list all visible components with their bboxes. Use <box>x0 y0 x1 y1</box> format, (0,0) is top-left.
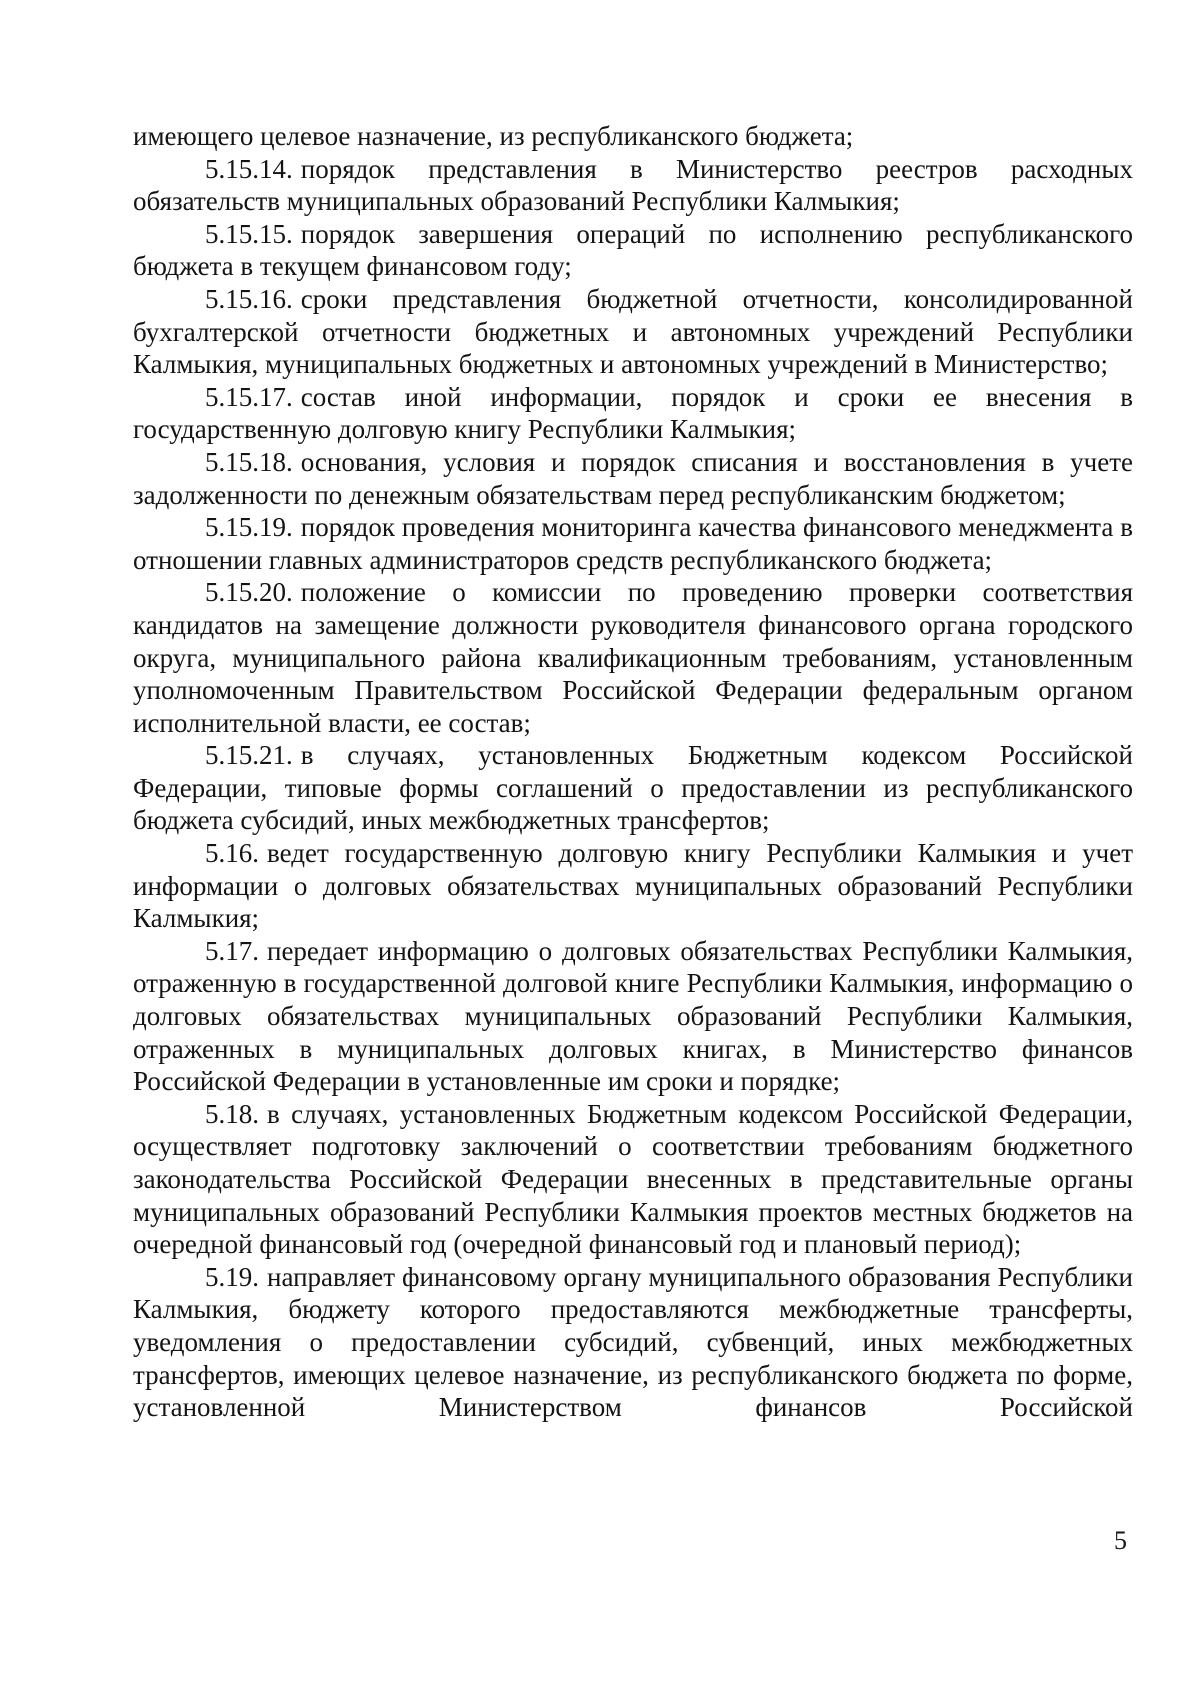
clause-number: 5.18. <box>205 1098 259 1129</box>
paragraph <box>133 446 1133 511</box>
clause-number: 5.15.16. <box>205 283 293 314</box>
clause-number: 5.15.20. <box>205 577 293 608</box>
clause-number: 5.15.19. <box>205 512 293 543</box>
document-body <box>133 120 1133 1424</box>
paragraph <box>133 1098 1133 1261</box>
clause-text: порядок завершения операций по исполнению республиканского бюджета в текущем финансовом году; <box>133 218 1133 282</box>
paragraph <box>133 935 1133 1098</box>
clause-text: передает информацию о долговых обязательствах Республики Калмыкия, отраженную в государственной долговой книге Республики Калмыкия, информацию о долговых обязательствах муниципальных образований Республики Калмыкия, отраженных в муниципальных долговых книгах, в Министерство финансов Российской Федерации в установленные им сроки и порядке; <box>133 935 1133 1097</box>
clause-text: сроки представления бюджетной отчетности, консолидированной бухгалтерской отчетности бюджетных и автономных учреждений Республики Калмыкия, муниципальных бюджетных и автономных учреждений в Министерство; <box>133 283 1133 380</box>
paragraph <box>133 153 1133 218</box>
clause-text: положение о комиссии по проведению проверки соответствия кандидатов на замещение должности руководителя финансового органа городского округа, муниципального района квалификационным требованиям, установленным уполномоченным Правительством Российской Федерации федеральным органом исполнительной власти, ее состав; <box>133 577 1133 738</box>
clause-text: порядок проведения мониторинга качества финансового менеджмента в отношении главных администраторов средств республиканского бюджета; <box>133 512 1133 575</box>
clause-number: 5.15.21. <box>205 740 293 771</box>
clause-number: 5.15.17. <box>205 381 293 412</box>
paragraph <box>133 511 1133 576</box>
clause-number: 5.17. <box>205 935 259 966</box>
clause-text: ведет государственную долговую книгу Республики Калмыкия и учет информации о долговых обязательствах муниципальных образований Республики Калмыкия; <box>133 838 1133 934</box>
paragraph <box>133 283 1133 381</box>
clause-text: имеющего целевое назначение, из республиканского бюджета; <box>133 121 854 151</box>
page-number: 5 <box>1114 1526 1127 1555</box>
clause-text: состав иной информации, порядок и сроки ее внесения в государственную долговую книгу Республики Калмыкия; <box>133 381 1133 445</box>
paragraph <box>133 576 1133 739</box>
clause-number: 5.15.14. <box>205 153 293 184</box>
clause-text: в случаях, установленных Бюджетным кодексом Российской Федерации, типовые формы соглашений о предоставлении из республиканского бюджета субсидий, иных межбюджетных трансфертов; <box>133 740 1133 836</box>
paragraph <box>133 739 1133 837</box>
clause-text: в случаях, установленных Бюджетным кодексом Российской Федерации, осуществляет подготовку заключений о соответствии требованиям бюджетного законодательства Российской Федерации внесенных в представительные органы муниципальных образований Республики Калмыкия проектов местных бюджетов на очередной финансовый год (очередной финансовый год и плановый период); <box>133 1098 1133 1260</box>
clause-number: 5.19. <box>205 1261 259 1292</box>
paragraph <box>133 120 1133 153</box>
clause-number: 5.15.15. <box>205 218 293 249</box>
paragraph <box>133 381 1133 446</box>
paragraph <box>133 218 1133 283</box>
clause-number: 5.16. <box>205 838 259 869</box>
clause-number: 5.15.18. <box>205 446 293 477</box>
paragraph <box>133 1261 1133 1424</box>
paragraph <box>133 837 1133 935</box>
clause-text: направляет финансовому органу муниципального образования Республики Калмыкия, бюджету которого предоставляются межбюджетные трансферты, уведомления о предоставлении субсидий, субвенций, иных межбюджетных трансфертов, имеющих целевое назначение, из республиканского бюджета по форме, установленной Министерством финансов Российской <box>133 1261 1133 1423</box>
clause-text: основания, условия и порядок списания и восстановления в учете задолженности по денежным обязательствам перед республиканским бюджетом; <box>133 446 1133 510</box>
clause-text: порядок представления в Министерство реестров расходных обязательств муниципальных образований Республики Калмыкия; <box>133 153 1133 217</box>
